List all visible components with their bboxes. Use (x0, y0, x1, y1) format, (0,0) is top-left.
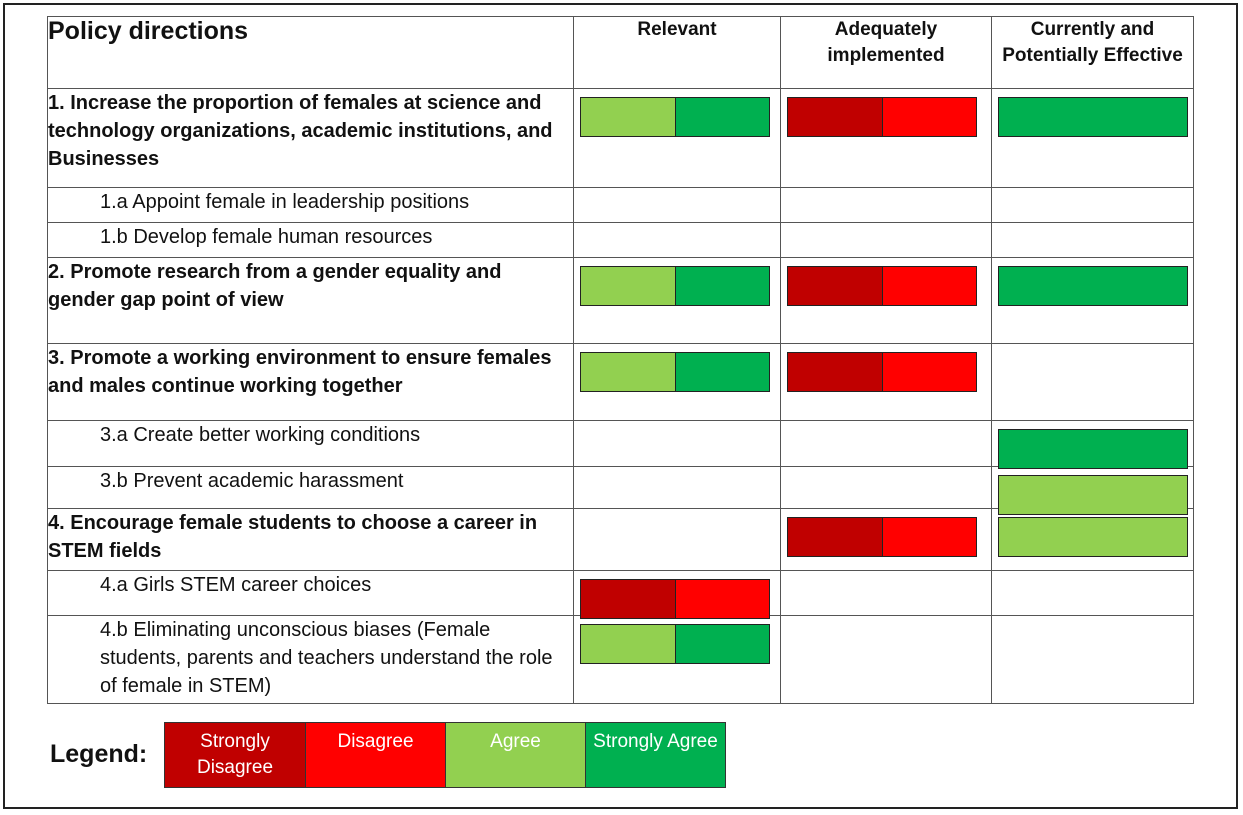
relevant-cell (574, 223, 781, 258)
rating-segment-strongly-agree (675, 353, 770, 391)
rating-segment-strongly-agree (999, 98, 1187, 136)
rating-segment-disagree (882, 98, 977, 136)
rating-segment-strongly-disagree (788, 267, 882, 305)
relevant-cell (574, 89, 781, 188)
rating-segment-agree (581, 98, 675, 136)
effective-cell (992, 571, 1194, 616)
effective-cell (992, 467, 1194, 509)
rating-segment-strongly-agree (675, 98, 770, 136)
rating-segment-agree (581, 353, 675, 391)
effective-cell (992, 89, 1194, 188)
implemented-rating-bar (787, 97, 977, 137)
relevant-cell (574, 421, 781, 467)
implemented-cell (781, 223, 992, 258)
policy-table-body (48, 89, 1194, 704)
relevant-rating-bar (580, 624, 770, 664)
sub-policy-label: 1.a Appoint female in leadership positions (48, 188, 574, 223)
rating-segment-strongly-disagree (788, 98, 882, 136)
effective-rating-bar (998, 517, 1188, 557)
rating-segment-strongly-agree (675, 625, 770, 663)
effective-cell (992, 258, 1194, 344)
implemented-cell (781, 188, 992, 223)
rating-segment-strongly-disagree (581, 580, 675, 618)
table-row (48, 467, 1194, 509)
implemented-cell (781, 421, 992, 467)
implemented-cell (781, 344, 992, 421)
relevant-rating-bar (580, 266, 770, 306)
table-row (48, 188, 1194, 223)
rating-segment-agree (581, 267, 675, 305)
sub-policy-label: 3.a Create better working conditions (48, 421, 574, 467)
relevant-cell (574, 467, 781, 509)
header-row (48, 17, 1194, 89)
rating-segment-disagree (882, 518, 977, 556)
policy-direction-label: 2. Promote research from a gender equality and gender gap point of view (48, 258, 574, 344)
effective-cell (992, 421, 1194, 467)
implemented-rating-bar (787, 266, 977, 306)
sub-policy-label: 1.b Develop female human resources (48, 223, 574, 258)
effective-header: Currently and Potentially Effective (992, 17, 1194, 89)
rating-segment-disagree (675, 580, 770, 618)
effective-cell (992, 188, 1194, 223)
policy-direction-label: 4. Encourage female students to choose a career in STEM fields (48, 509, 574, 571)
effective-rating-bar (998, 97, 1188, 137)
rating-segment-disagree (882, 267, 977, 305)
rating-segment-strongly-agree (999, 430, 1187, 468)
table-row (48, 616, 1194, 704)
relevant-cell (574, 509, 781, 571)
legend-item-disagree: Disagree (305, 723, 445, 787)
implemented-cell (781, 509, 992, 571)
relevant-cell (574, 258, 781, 344)
rating-segment-agree (581, 625, 675, 663)
relevant-cell (574, 616, 781, 704)
table-row (48, 89, 1194, 188)
table-row (48, 421, 1194, 467)
sub-policy-label: 4.a Girls STEM career choices (48, 571, 574, 616)
sub-policy-label: 4.b Eliminating unconscious biases (Female students, parents and teachers understand the role of female in STEM) (48, 616, 574, 704)
implemented-cell (781, 89, 992, 188)
implemented-cell (781, 571, 992, 616)
legend-item-strongly-agree: Strongly Agree (585, 723, 725, 787)
legend (164, 722, 726, 788)
relevant-cell (574, 188, 781, 223)
implemented-cell (781, 616, 992, 704)
relevant-cell (574, 344, 781, 421)
rating-segment-agree (999, 518, 1187, 556)
table-row (48, 571, 1194, 616)
adequately-implemented-header: Adequately implemented (781, 17, 992, 89)
relevant-rating-bar (580, 97, 770, 137)
rating-segment-strongly-disagree (788, 518, 882, 556)
table-row (48, 344, 1194, 421)
table-row (48, 509, 1194, 571)
effective-cell (992, 344, 1194, 421)
legend-title: Legend: (50, 740, 148, 768)
rating-segment-strongly-agree (675, 267, 770, 305)
policy-direction-label: 1. Increase the proportion of females at science and technology organizations, academic institutions, and Businesses (48, 89, 574, 188)
policy-direction-label: 3. Promote a working environment to ensure females and males continue working together (48, 344, 574, 421)
relevant-cell (574, 571, 781, 616)
implemented-cell (781, 467, 992, 509)
rating-segment-strongly-agree (999, 267, 1187, 305)
effective-rating-bar (998, 429, 1188, 469)
implemented-rating-bar (787, 352, 977, 392)
relevant-rating-bar (580, 352, 770, 392)
effective-rating-bar (998, 266, 1188, 306)
policy-directions-header: Policy directions (48, 17, 574, 89)
implemented-cell (781, 258, 992, 344)
legend-item-strongly-disagree: Strongly Disagree (165, 723, 305, 787)
legend-item-agree: Agree (445, 723, 585, 787)
relevant-header: Relevant (574, 17, 781, 89)
table-row (48, 258, 1194, 344)
table-row (48, 223, 1194, 258)
rating-segment-disagree (882, 353, 977, 391)
effective-cell (992, 223, 1194, 258)
implemented-rating-bar (787, 517, 977, 557)
relevant-rating-bar (580, 579, 770, 619)
rating-segment-strongly-disagree (788, 353, 882, 391)
effective-cell (992, 509, 1194, 571)
policy-table (47, 16, 1194, 704)
sub-policy-label: 3.b Prevent academic harassment (48, 467, 574, 509)
effective-cell (992, 616, 1194, 704)
